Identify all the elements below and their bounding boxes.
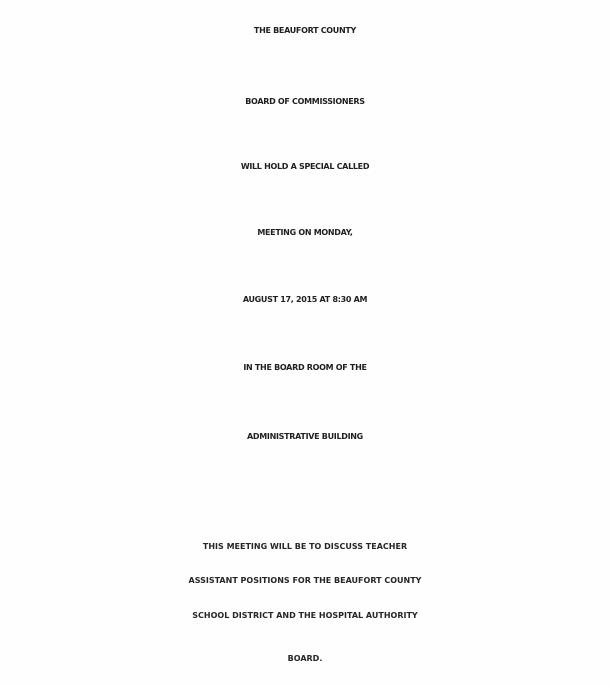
purpose-line-3: SCHOOL DISTRICT AND THE HOSPITAL AUTHORITY	[192, 611, 418, 620]
headline-line-7: ADMINISTRATIVE BUILDING	[247, 432, 363, 441]
headline-line-1: THE BEAUFORT COUNTY	[253, 26, 357, 35]
headline-line-2: BOARD OF COMMISSIONERS	[245, 97, 365, 106]
purpose-line-4: BOARD.	[287, 654, 323, 663]
purpose-line-1: THIS MEETING WILL BE TO DISCUSS TEACHER	[202, 542, 408, 551]
headline-line-3: WILL HOLD A SPECIAL CALLED	[240, 162, 370, 171]
headline-line-5: AUGUST 17, 2015 AT 8:30 AM	[242, 295, 368, 304]
headline-line-4: MEETING ON MONDAY,	[257, 228, 353, 237]
headline-line-6: IN THE BOARD ROOM OF THE	[243, 363, 367, 372]
purpose-line-2: ASSISTANT POSITIONS FOR THE BEAUFORT COUNTY	[188, 576, 422, 585]
